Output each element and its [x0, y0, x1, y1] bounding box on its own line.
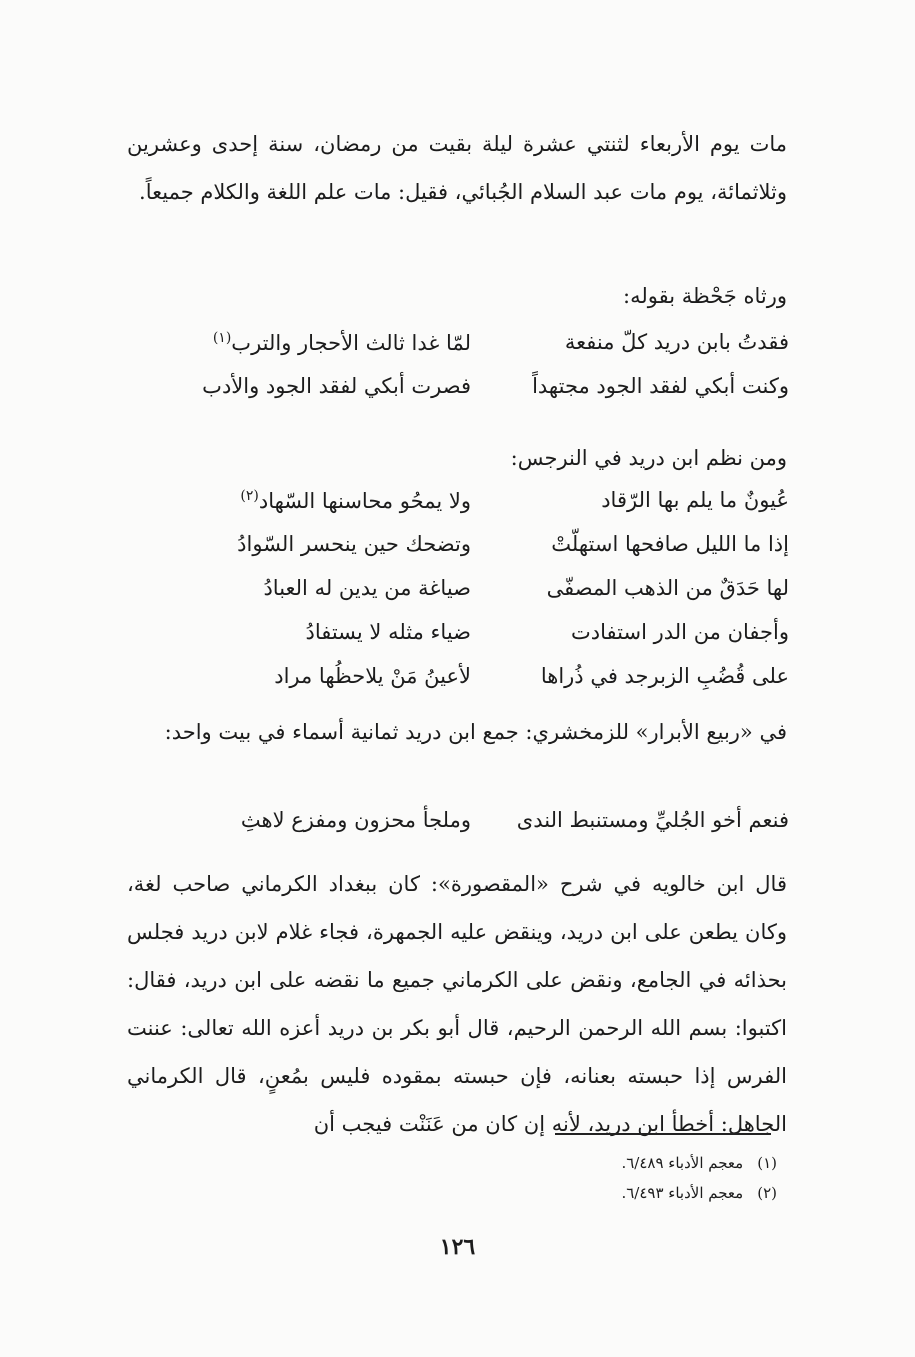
- verse-first-hemistich: وأجفان من الدر استفادت: [571, 620, 789, 644]
- narcissus-poem: [117, 488, 789, 708]
- verse-second-hemistich: لمّا غدا ثالث الأحجار والترب$^{(١)}$: [212, 330, 471, 355]
- verse-first-hemistich: وكنت أبكي لفقد الجود مجتهداً: [532, 374, 789, 398]
- single-verse-poem: [117, 808, 789, 852]
- footnote-number: (١): [757, 1154, 777, 1172]
- footnote-text: معجم الأدباء ٦/٤٩٣.: [621, 1184, 744, 1202]
- verse-first-hemistich: لها حَدَقٌ من الذهب المصفّى: [546, 576, 789, 600]
- footnote-ref: (١): [212, 330, 232, 346]
- paragraph-rabi-al-abrar: في «ربيع الأبرار» للزمخشري: جمع ابن دريد ثمانية أسماء في بيت واحد:: [164, 720, 787, 744]
- poem-verse: [117, 532, 789, 576]
- poem-verse: [117, 330, 789, 374]
- verse-first-hemistich: فقدتُ بابن دريد كلّ منفعة: [564, 330, 789, 354]
- footnote: [621, 1154, 777, 1172]
- verse-second-hemistich: فصرت أبكي لفقد الجود والأدب: [202, 374, 471, 398]
- verse-first-hemistich: عُيونٌ ما يلم بها الرّقاد: [601, 488, 789, 512]
- narcissus-intro: ومن نظم ابن دريد في النرجس:: [510, 446, 787, 470]
- verse-first-hemistich: على قُضُبِ الزبرجد في ذُراها: [540, 664, 789, 688]
- paragraph-ibn-khalawayh: قال ابن خالويه في شرح «المقصورة»: كان ببغداد الكرماني صاحب لغة، وكان يطعن على ابن دريد، وينقض عليه الجمهرة، فجاء غلام لابن دريد فجلس بحذائه في الجامع، ونقض على الكرماني جميع ما نقضه على ابن دريد، فقال: اكتبوا: بسم الله الرحمن الرحيم، قال أبو بكر بن دريد أعزه الله تعالى: عننت الفرس إذا حبسته بعنانه، فإن حبسته بمقوده فليس بمُعنٍ، قال الكرماني الجاهل: أخطأ ابن دريد، لأنه إن كان من عَنَنْت فيجب أن: [127, 872, 787, 1136]
- page-number: ١٢٦: [439, 1234, 476, 1260]
- poem-verse: [117, 576, 789, 620]
- poem-verse: [117, 664, 789, 708]
- verse-second-hemistich: لأعينُ مَنْ يلاحظُها مراد: [274, 664, 471, 688]
- verse-second-hemistich: ولا يمحُو محاسنها السّهاد$^{(٢)}$: [240, 488, 471, 513]
- verse-second-hemistich: ضياء مثله لا يستفادُ: [305, 620, 471, 644]
- verse-first-hemistich: فنعم أخو الجُليِّ ومستنبط الندى: [516, 808, 789, 832]
- poem-verse: [117, 374, 789, 418]
- footnote-number: (٢): [757, 1184, 777, 1202]
- paragraph-death-date: مات يوم الأربعاء لثنتي عشرة ليلة بقيت من رمضان، سنة إحدى وعشرين وثلاثمائة، يوم مات عبد السلام الجُبائي، فقيل: مات علم اللغة والكلام جميعاً.: [127, 132, 787, 204]
- footnote-ref: (٢): [240, 488, 259, 504]
- verse-second-hemistich: صياغة من يدين له العبادُ: [263, 576, 471, 600]
- poem-verse: [117, 808, 789, 852]
- poem-verse: [117, 620, 789, 664]
- verse-first-hemistich: إذا ما الليل صافحها استهلّتْ: [551, 532, 789, 556]
- elegy-poem: [117, 330, 789, 418]
- footnote: [621, 1184, 777, 1202]
- footnote-separator: [555, 1133, 771, 1135]
- footnote-text: معجم الأدباء ٦/٤٨٩.: [621, 1154, 744, 1172]
- elegy-intro: ورثاه جَحْظة بقوله:: [623, 284, 787, 308]
- verse-second-hemistich: وملجأ محزون ومفزع لاهثِ: [240, 808, 471, 832]
- verse-second-hemistich: وتضحك حين ينحسر السّوادُ: [237, 532, 471, 556]
- poem-verse: [117, 488, 789, 532]
